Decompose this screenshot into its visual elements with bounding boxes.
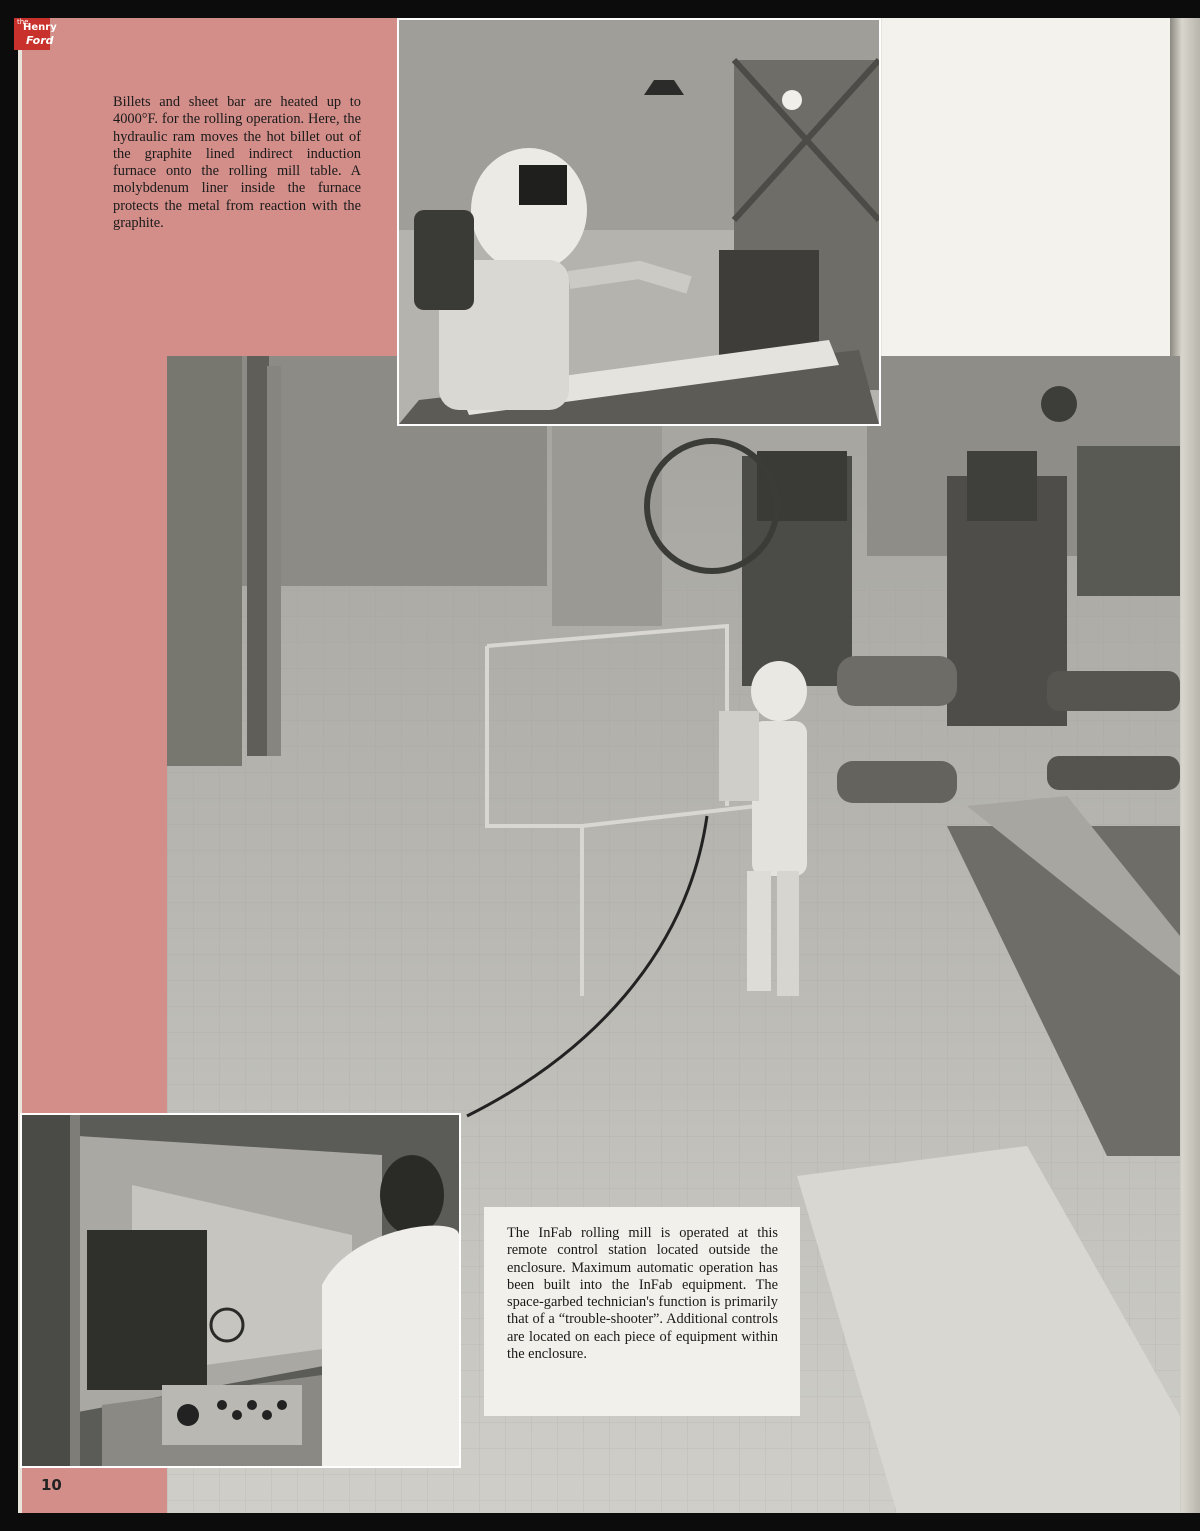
page-number: 10: [41, 1476, 62, 1494]
henry-ford-logo: [14, 18, 57, 50]
control-station-illustration: [22, 1115, 459, 1466]
pink-panel-left: [22, 356, 167, 1114]
caption-control-station-box: [484, 1207, 800, 1416]
logo-the: the: [17, 18, 29, 26]
furnace-operator-photo: [397, 18, 881, 426]
logo-henry: Henry: [23, 22, 57, 33]
caption-furnace: Billets and sheet bar are heated up to 4000°F. for the rolling operation. Here, the hydraulic ram moves the hot billet out of the graphite lined indirect induction furnace onto the rolling mill table. A molybdenum liner inside the furnace protects the metal from reaction with the graphite.: [113, 94, 361, 232]
blank-area: [882, 18, 1170, 356]
caption-control-station: The InFab rolling mill is operated at this remote control station located outside the enclosure. Maximum automatic operation has been built into the InFab equipment. The space-garbed technician's function is primarily that of a “trouble-shooter”. Additional controls are located on each piece of equipment within the enclosure.: [507, 1225, 778, 1363]
furnace-operator-illustration: [399, 20, 879, 424]
control-station-photo: [20, 1113, 461, 1468]
logo-ford: Ford: [26, 34, 54, 47]
